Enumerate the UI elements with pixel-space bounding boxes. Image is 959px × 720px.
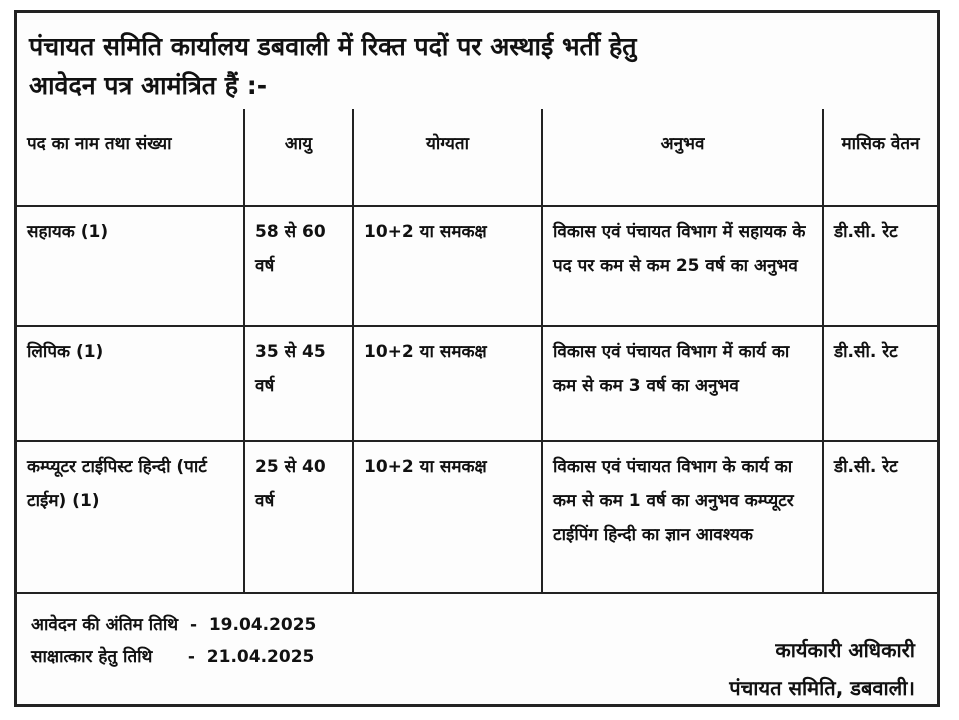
signatory-block	[729, 631, 915, 707]
interview-date-line: साक्षात्कार हेतु तिथि - 21.04.2025	[31, 647, 315, 667]
notice-title-line-1: पंचायत समिति कार्यालय डबवाली में रिक्त पदों पर अस्थाई भर्ती हेतु	[29, 32, 637, 61]
header-post-name: पद का नाम तथा संख्या	[17, 109, 244, 206]
recruitment-notice	[14, 10, 940, 707]
cell-qualification: 10+2 या समकक्ष	[353, 441, 542, 593]
notice-title-line-2: आवेदन पत्र आमंत्रित हैं :-	[29, 71, 268, 100]
header-monthly-salary: मासिक वेतन	[823, 109, 937, 206]
last-date-line: आवेदन की अंतिम तिथि - 19.04.2025	[31, 615, 317, 635]
cell-salary: डी.सी. रेट	[823, 206, 937, 326]
cell-age: 35 से 45 वर्ष	[244, 326, 353, 441]
cell-post: लिपिक (1)	[17, 326, 244, 441]
cell-salary: डी.सी. रेट	[823, 441, 937, 593]
cell-experience: विकास एवं पंचायत विभाग में सहायक के पद पर कम से कम 25 वर्ष का अनुभव	[542, 206, 823, 326]
cell-qualification: 10+2 या समकक्ष	[353, 206, 542, 326]
signatory-office: पंचायत समिति, डबवाली।	[729, 676, 915, 700]
table-row	[17, 326, 937, 441]
cell-age: 58 से 60 वर्ष	[244, 206, 353, 326]
table-row	[17, 441, 937, 593]
notice-title	[29, 27, 929, 105]
signatory-title: कार्यकारी अधिकारी	[775, 638, 915, 662]
header-experience: अनुभव	[542, 109, 823, 206]
cell-qualification: 10+2 या समकक्ष	[353, 326, 542, 441]
cell-experience: विकास एवं पंचायत विभाग में कार्य का कम से कम 3 वर्ष का अनुभव	[542, 326, 823, 441]
important-dates	[31, 609, 316, 673]
cell-post: सहायक (1)	[17, 206, 244, 326]
table-row	[17, 206, 937, 326]
header-qualification: योग्यता	[353, 109, 542, 206]
table-header-row	[17, 109, 937, 206]
cell-post: कम्प्यूटर टाईपिस्ट हिन्दी (पार्ट टाईम) (1)	[17, 441, 244, 593]
notice-footer	[17, 593, 937, 704]
cell-age: 25 से 40 वर्ष	[244, 441, 353, 593]
cell-salary: डी.सी. रेट	[823, 326, 937, 441]
cell-experience: विकास एवं पंचायत विभाग के कार्य का कम से कम 1 वर्ष का अनुभव कम्प्यूटर टाईपिंग हिन्दी का ज्ञान आवश्यक	[542, 441, 823, 593]
header-age: आयु	[244, 109, 353, 206]
vacancy-table	[17, 109, 937, 594]
